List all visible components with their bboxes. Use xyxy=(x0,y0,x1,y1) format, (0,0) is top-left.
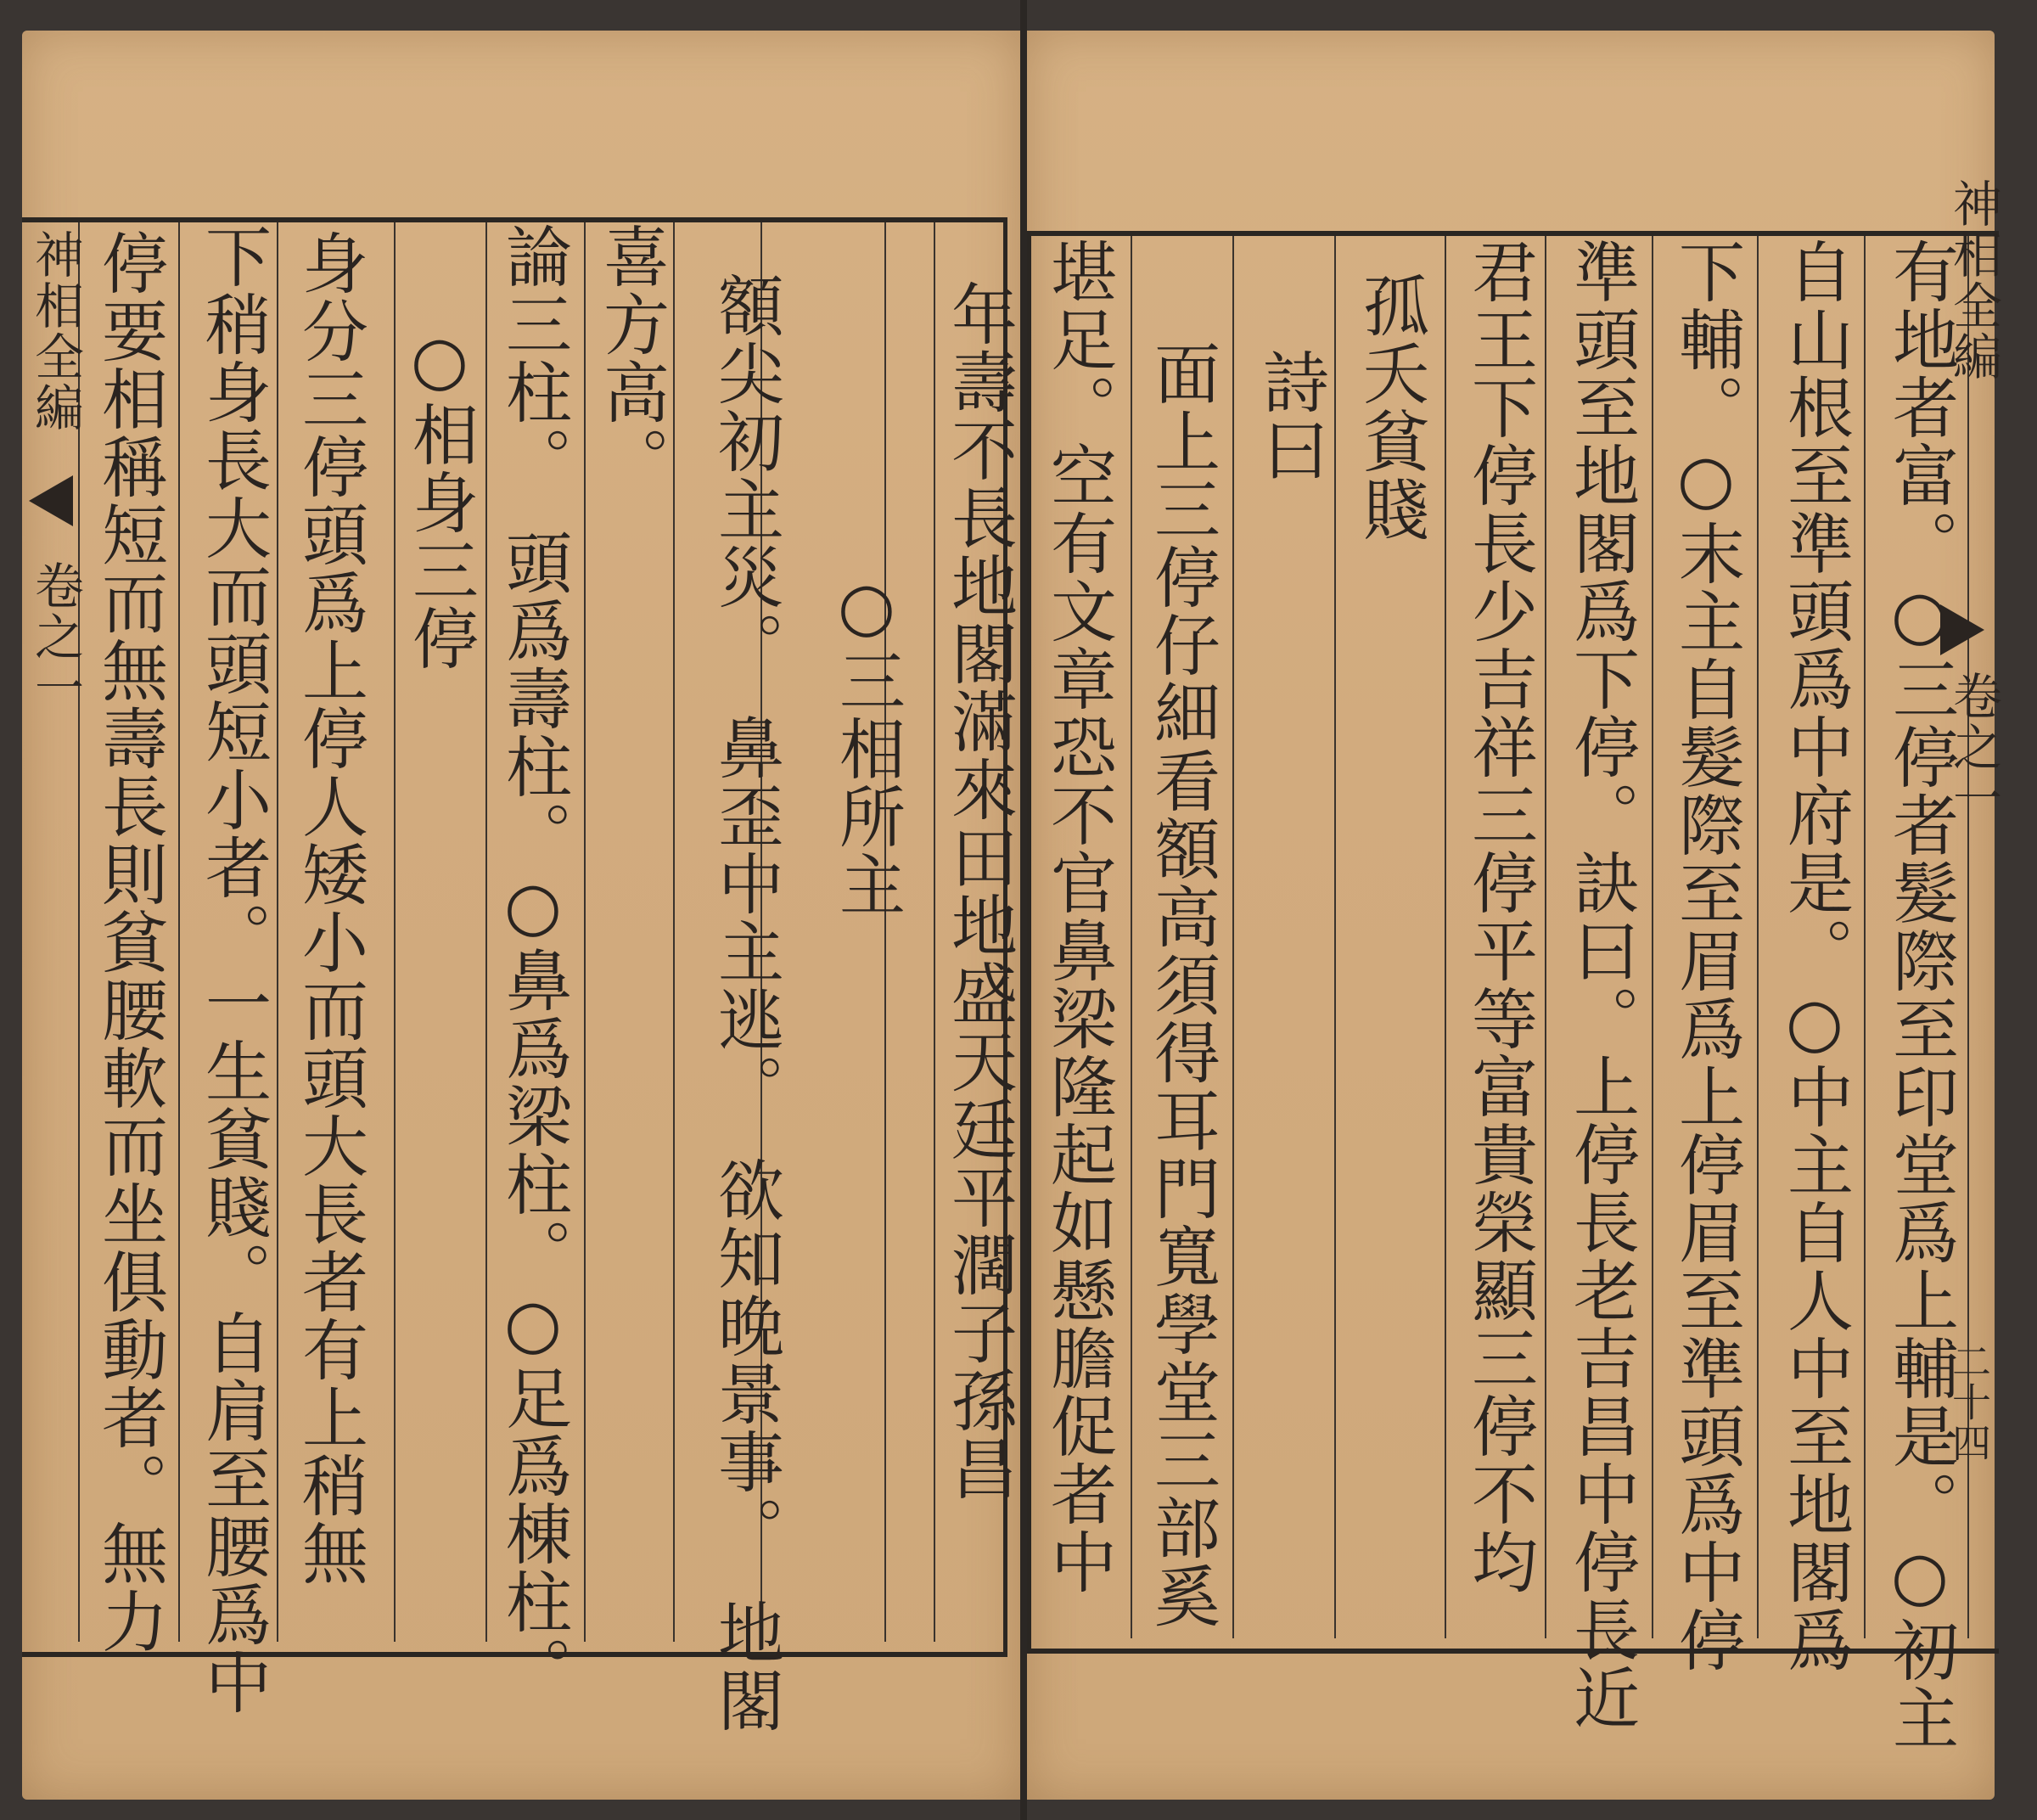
column-rule xyxy=(277,222,278,1642)
column-rule xyxy=(394,222,396,1642)
text-column: 喜方高。 xyxy=(592,222,669,494)
book-gutter xyxy=(1020,0,1027,1820)
fish-tail-mark-icon xyxy=(29,475,73,526)
page-number: 二十四 xyxy=(1946,1341,1992,1463)
left-margin-title: 神相全編 xyxy=(26,229,84,433)
text-column: 詩曰 xyxy=(1252,348,1328,484)
text-column: 自山根至準頭爲中府是。○中主自人中至地閣爲 xyxy=(1776,238,1853,1674)
column-rule xyxy=(1232,236,1234,1638)
text-column: 堪足。空有文章恐不官鼻梁隆起如懸膽促者中 xyxy=(1040,238,1116,1596)
text-column: 下稍身長大而頭短小者。一生貧賤。自肩至腰爲中 xyxy=(194,222,271,1716)
fish-tail-mark-icon xyxy=(1940,604,1984,655)
column-rule xyxy=(178,222,180,1642)
text-column: 君王下停長少吉祥三停平等富貴榮顯三停不均 xyxy=(1461,238,1537,1596)
left-margin-chapter: 卷之一 xyxy=(26,560,84,713)
text-column: 準頭至地閣爲下停。訣曰。上停長老吉昌中停長近 xyxy=(1563,238,1639,1732)
text-column: 額尖初主災。 鼻歪中主逃。 欲知晚景事。 地閣 xyxy=(707,272,783,1734)
column-rule xyxy=(934,222,935,1642)
right-margin-chapter: 卷之一 xyxy=(1944,671,2002,823)
column-rule xyxy=(78,222,80,1642)
text-column: 年壽不長地閣滿來田地盛天廷平濶子孫昌 xyxy=(940,280,1017,1503)
column-rule xyxy=(1757,236,1759,1638)
text-column: 身分三停頭爲上停人矮小而頭大長者有上稍無 xyxy=(291,229,368,1587)
text-column: 面上三停仔細看額高須得耳門寬學堂三部奚 xyxy=(1143,340,1220,1630)
column-rule xyxy=(1652,236,1653,1638)
column-rule xyxy=(584,222,586,1642)
text-column: 有地者富。○三停者髮際至印堂爲上輔是。○初主 xyxy=(1882,238,1958,1752)
text-column: ○三相所主 xyxy=(828,569,905,918)
text-column: 下輔。○末主自髮際至眉爲上停眉至準頭爲中停 xyxy=(1668,238,1744,1674)
column-rule xyxy=(1864,236,1866,1638)
column-rule xyxy=(1545,236,1546,1638)
text-column: 停要相稱短而無壽長則貧腰軟而坐俱動者。無力 xyxy=(91,229,167,1655)
column-rule xyxy=(884,222,886,1642)
text-column: ○相身三停 xyxy=(401,323,478,672)
column-rule xyxy=(1334,236,1336,1638)
right-margin-title: 神相全編 xyxy=(1944,178,2002,382)
text-column: 孤夭貧賤 xyxy=(1352,272,1428,543)
text-column: 論三柱。 頭爲壽柱。○鼻爲梁柱。○足爲棟柱。 xyxy=(495,222,571,1704)
column-rule xyxy=(673,222,675,1642)
column-rule xyxy=(485,222,487,1642)
column-rule xyxy=(1131,236,1132,1638)
column-rule xyxy=(1445,236,1446,1638)
